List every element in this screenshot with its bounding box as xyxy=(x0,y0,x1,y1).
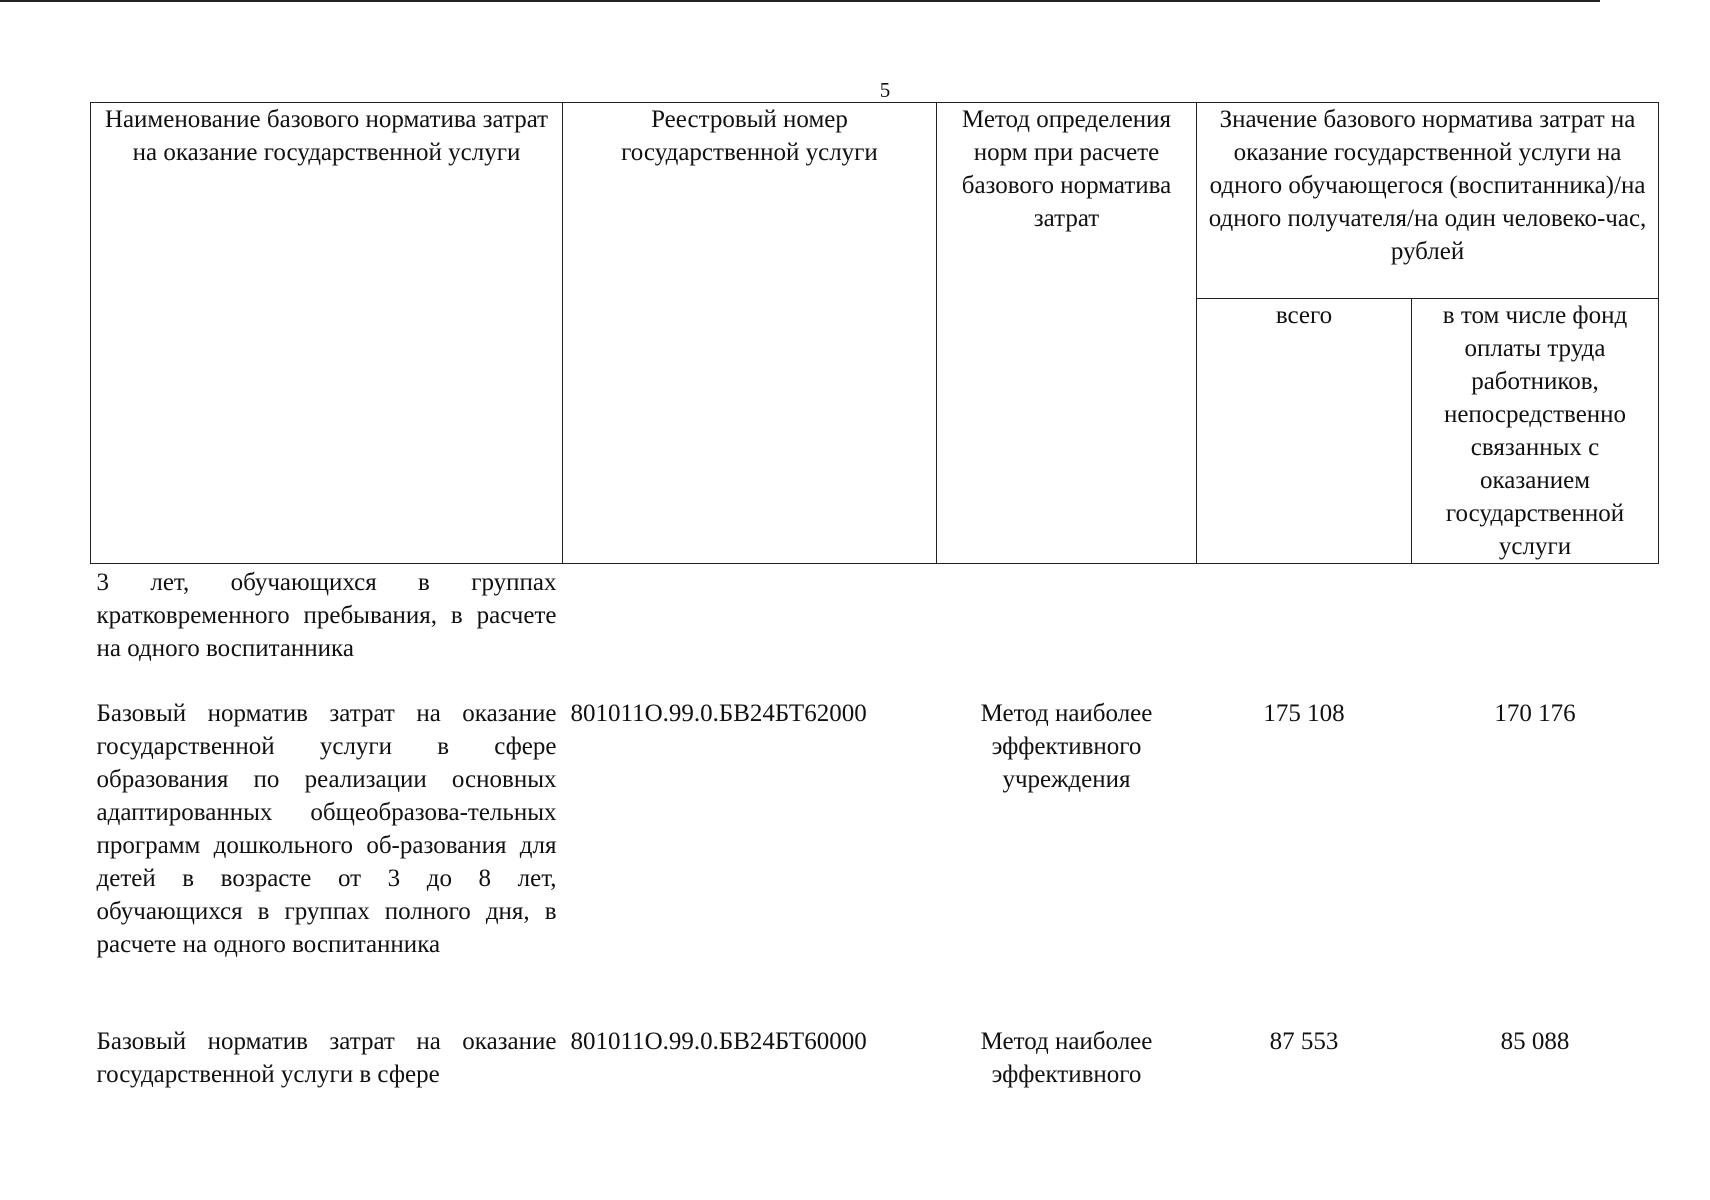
header-method: Метод определения норм при расчете базового норматива затрат xyxy=(937,103,1197,564)
table-body xyxy=(91,564,1659,1106)
norms-table xyxy=(90,102,1659,1105)
page-number: 5 xyxy=(879,78,891,102)
top-border-line xyxy=(0,0,1600,2)
table-row xyxy=(91,697,1659,1025)
row-wage-fund: 170 176 xyxy=(1494,700,1576,727)
row-name: Базовый норматив затрат на оказание государственной услуги в сфере xyxy=(96,1028,557,1088)
row-method: Метод наиболее эффективного учреждения xyxy=(980,700,1153,793)
row-method xyxy=(937,564,1197,698)
row-wage-fund: 85 088 xyxy=(1500,1028,1570,1055)
row-registry-number: 801011О.99.0.БВ24БТ60000 xyxy=(570,1028,867,1055)
row-registry-number xyxy=(563,564,937,698)
row-total: 175 108 xyxy=(1263,700,1345,727)
table-header xyxy=(91,103,1659,564)
table-row xyxy=(91,564,1659,698)
row-registry-number: 801011О.99.0.БВ24БТ62000 xyxy=(570,700,867,727)
row-method: Метод наиболее эффективного xyxy=(980,1028,1153,1088)
row-wage-fund xyxy=(1412,564,1659,698)
row-total xyxy=(1197,564,1412,698)
row-name: 3 лет, обучающихся в группах кратковременного пребывания, в расчете на одного воспитанника xyxy=(96,569,557,662)
header-wage-fund: в том числе фонд оплаты труда работников, непосредственно связанных с оказанием государственной услуги xyxy=(1412,299,1659,564)
table-row xyxy=(91,1025,1659,1105)
row-total: 87 553 xyxy=(1269,1028,1339,1055)
header-registry-number: Реестровый номер государственной услуги xyxy=(563,103,937,564)
row-name: Базовый норматив затрат на оказание государственной услуги в сфере образования по реализации основных адаптированных общеобразова-тельных программ дошкольного об-разования для детей в возрасте от 3 до 8 лет, обучающихся в группах полного дня, в расчете на одного воспитанника xyxy=(96,700,557,958)
header-total: всего xyxy=(1197,299,1412,564)
header-name: Наименование базового норматива затрат на оказание государственной услуги xyxy=(91,103,563,564)
header-value-group: Значение базового норматива затрат на оказание государственной услуги на одного обучающегося (воспитанника)/на одного получателя/на один человеко-час, рублей xyxy=(1197,103,1659,299)
